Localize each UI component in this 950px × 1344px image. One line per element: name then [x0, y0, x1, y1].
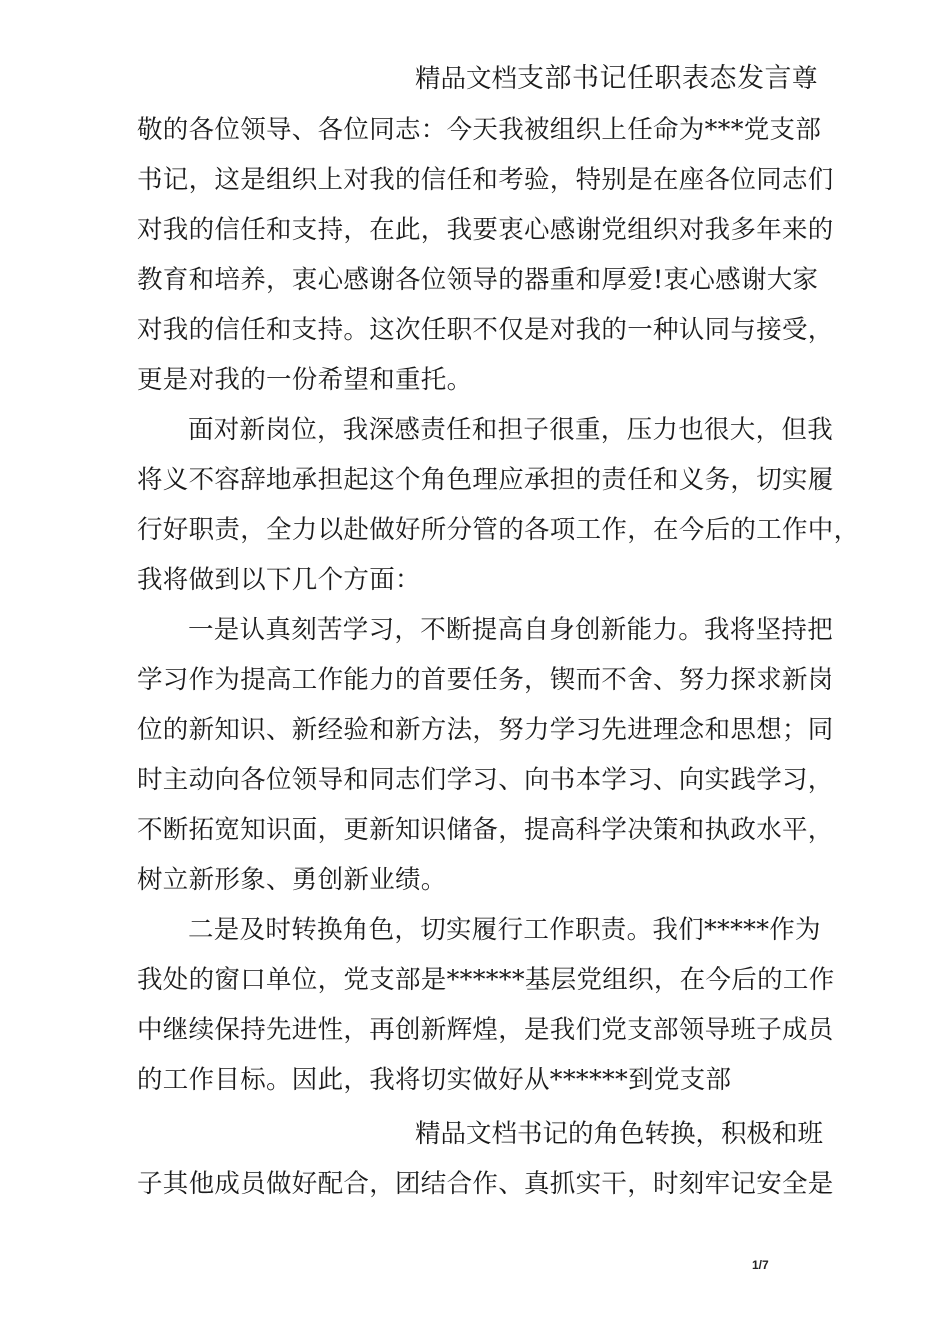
body-line: 行好职责，全力以赴做好所分管的各项工作，在今后的工作中，	[137, 515, 860, 545]
body-line: 位的新知识、新经验和新方法，努力学习先进理念和思想；同	[137, 715, 834, 745]
paragraph-start-line: 面对新岗位，我深感责任和担子很重，压力也很大，但我	[188, 415, 834, 445]
page-number: 1/7	[752, 1258, 769, 1272]
body-line: 更是对我的一份希望和重托。	[137, 365, 473, 395]
body-line: 对我的信任和支持。这次任职不仅是对我的一种认同与接受，	[137, 315, 834, 345]
mid-header-watermark: 精品文档	[415, 1119, 518, 1149]
header-line	[415, 62, 818, 96]
body-line: 学习作为提高工作能力的首要任务，锲而不舍、努力探求新岗	[137, 665, 834, 695]
body-line: 对我的信任和支持，在此，我要衷心感谢党组织对我多年来的	[137, 215, 834, 245]
mid-header-line	[415, 1117, 823, 1151]
mid-header-text: 书记的角色转换，积极和班	[517, 1119, 824, 1149]
body-line: 我处的窗口单位，党支部是******基层党组织，在今后的工作	[137, 965, 835, 995]
header-watermark: 精品文档	[415, 64, 518, 94]
body-line: 将义不容辞地承担起这个角色理应承担的责任和义务，切实履	[137, 465, 834, 495]
body-line: 敬的各位领导、各位同志：今天我被组织上任命为***党支部	[137, 115, 822, 145]
body-line: 我将做到以下几个方面：	[137, 565, 421, 595]
body-line: 子其他成员做好配合，团结合作、真抓实干，时刻牢记安全是	[137, 1169, 834, 1199]
body-line: 不断拓宽知识面，更新知识储备，提高科学决策和执政水平，	[137, 815, 834, 845]
body-line: 中继续保持先进性，再创新辉煌，是我们党支部领导班子成员	[137, 1015, 834, 1045]
body-line: 的工作目标。因此，我将切实做好从******到党支部	[137, 1065, 732, 1095]
body-line: 树立新形象、勇创新业绩。	[137, 865, 447, 895]
body-line: 书记，这是组织上对我的信任和考验，特别是在座各位同志们	[137, 165, 834, 195]
document-title: 支部书记任职表态发言	[517, 63, 793, 94]
paragraph-start-line: 一是认真刻苦学习，不断提高自身创新能力。我将坚持把	[188, 615, 834, 645]
paragraph-start-line: 二是及时转换角色，切实履行工作职责。我们*****作为	[188, 915, 821, 945]
body-line: 教育和培养，衷心感谢各位领导的器重和厚爱!衷心感谢大家	[137, 265, 819, 295]
header-tail-text: 尊	[792, 64, 818, 94]
body-line: 时主动向各位领导和同志们学习、向书本学习、向实践学习，	[137, 765, 834, 795]
